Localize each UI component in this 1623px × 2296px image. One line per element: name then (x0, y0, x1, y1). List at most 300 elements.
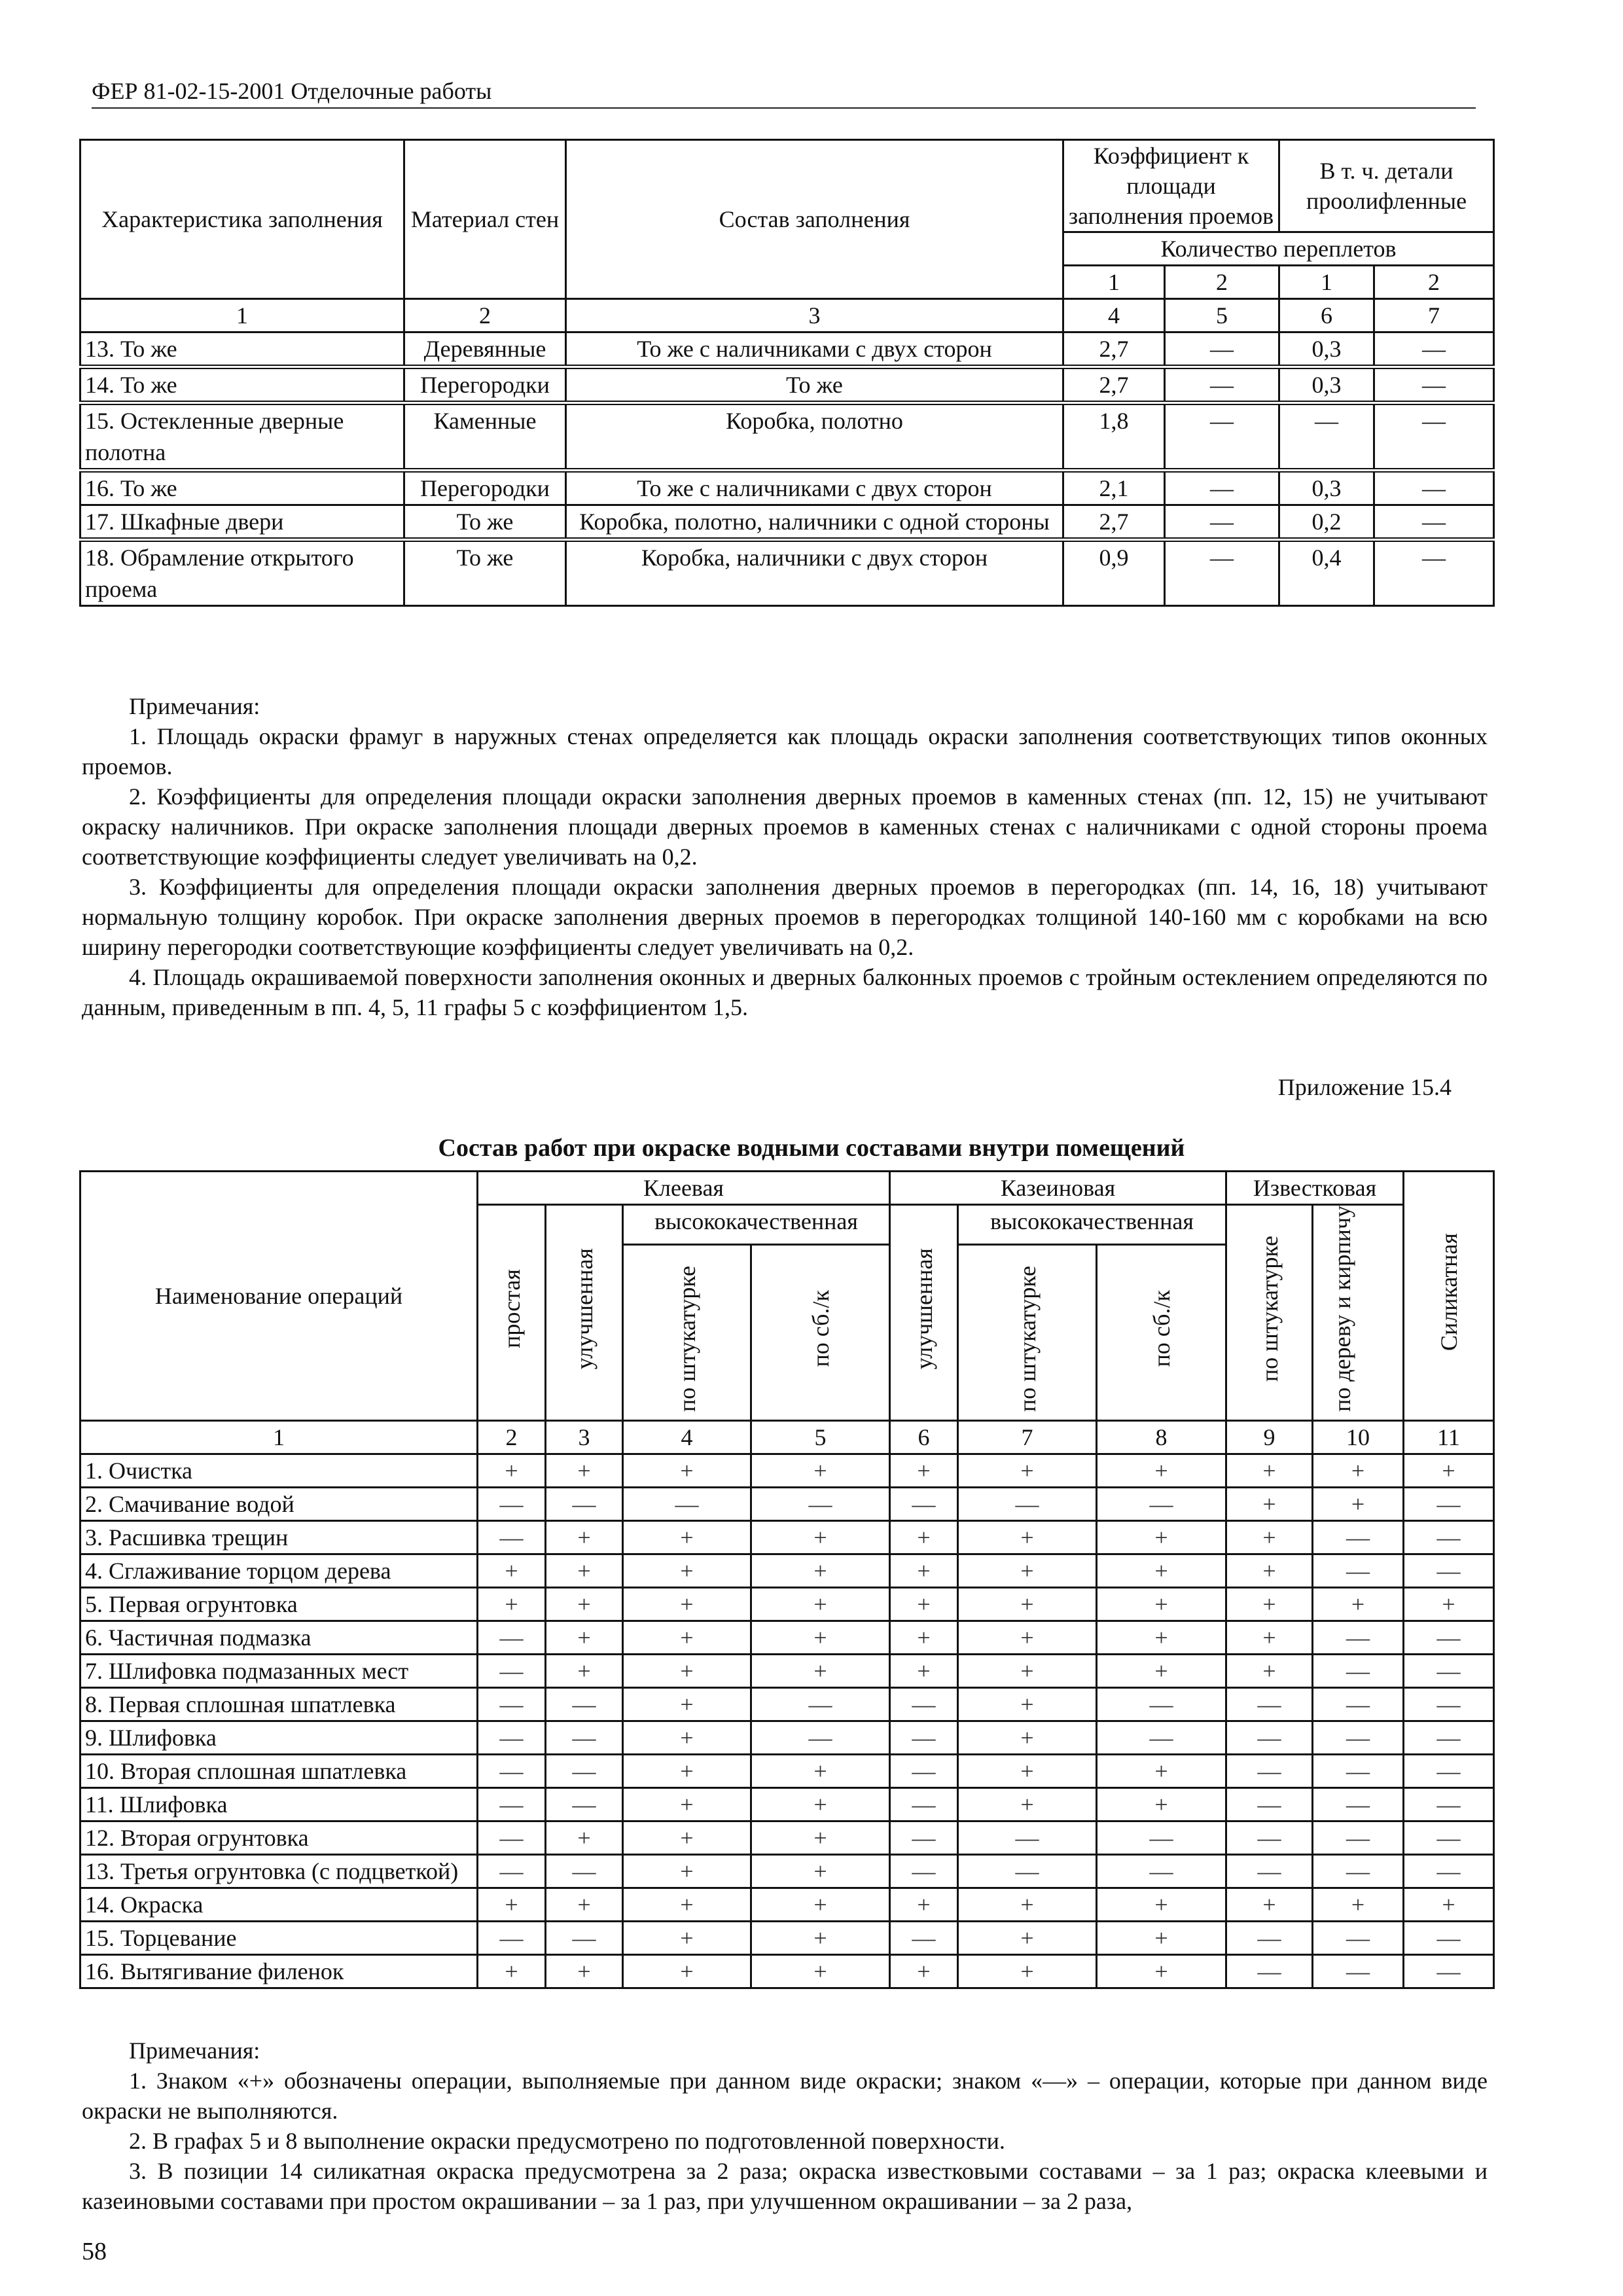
header-simple (478, 1205, 546, 1421)
cell-value: — (1374, 367, 1494, 403)
cell-composition: Коробка, наличники с двух сторон (566, 540, 1063, 606)
cell-mark: + (1097, 1654, 1226, 1687)
cell-mark: — (1404, 1954, 1494, 1988)
cell-value: — (1165, 471, 1279, 505)
header-frames-1: 1 (1279, 266, 1374, 299)
cell-value: — (1165, 367, 1279, 403)
notes-block (82, 691, 1488, 1022)
cell-mark: — (478, 1687, 546, 1721)
cell-mark: + (478, 1454, 546, 1487)
table-row (80, 1520, 1494, 1554)
cell-mark: — (546, 1921, 623, 1954)
note-item: 2. В графах 5 и 8 выполнение окраски предусмотрено по подготовленной поверхности. (129, 2128, 1005, 2154)
cell-mark: — (890, 1754, 958, 1787)
cell-mark: — (1097, 1821, 1226, 1854)
cell-mark: — (1226, 1687, 1313, 1721)
cell-mark: — (1404, 1821, 1494, 1854)
table-row (80, 1654, 1494, 1687)
cell-mark: — (478, 1654, 546, 1687)
column-number: 11 (1404, 1420, 1494, 1454)
note-item: 3. Коэффициенты для определения площади окраски заполнения дверных проемов в перегородках (пп. 14, 16, 18) учитывают нормальную толщину коробок. При окраске заполнения дверных проемов в перегородках толщиной 140-160 мм с коробками на всю ширину перегородки соответствующие коэффициенты следует увеличивать на 0,2. (82, 874, 1488, 960)
header-dry-label: по сб./к (1148, 1290, 1175, 1367)
cell-composition: То же с наличниками с двух сторон (566, 332, 1063, 367)
cell-value: — (1374, 332, 1494, 367)
table-row (80, 1621, 1494, 1654)
cell-mark: — (546, 1787, 623, 1821)
cell-operation-name: 10. Вторая сплошная шпатлевка (80, 1754, 478, 1787)
cell-mark: — (890, 1821, 958, 1854)
cell-mark: + (546, 1587, 623, 1621)
cell-mark: — (1097, 1687, 1226, 1721)
cell-value: — (1165, 505, 1279, 540)
cell-material: Перегородки (404, 471, 566, 505)
header-silicate-label: Силикатная (1435, 1232, 1462, 1351)
cell-mark: + (890, 1520, 958, 1554)
cell-value: — (1374, 403, 1494, 471)
cell-mark: + (1313, 1487, 1404, 1520)
cell-mark: + (751, 1621, 890, 1654)
cell-value: 2,7 (1063, 367, 1165, 403)
cell-mark: + (623, 1621, 751, 1654)
cell-mark: + (546, 1520, 623, 1554)
cell-mark: + (1226, 1587, 1313, 1621)
cell-mark: — (478, 1520, 546, 1554)
cell-mark: — (1404, 1754, 1494, 1787)
table-row (80, 1954, 1494, 1988)
cell-mark: + (546, 1821, 623, 1854)
cell-value: 1,8 (1063, 403, 1165, 471)
cell-value: — (1279, 403, 1374, 471)
header-frames-2: 2 (1165, 266, 1279, 299)
cell-mark: — (1404, 1520, 1494, 1554)
column-number: 5 (1165, 299, 1279, 332)
cell-mark: — (1404, 1721, 1494, 1754)
header-casein: Казеиновая (890, 1172, 1226, 1205)
cell-value: — (1374, 540, 1494, 606)
cell-mark: + (751, 1888, 890, 1921)
header-wall-material: Материал стен (404, 140, 566, 299)
header-silicate (1404, 1172, 1494, 1421)
cell-mark: — (890, 1787, 958, 1821)
cell-mark: — (1404, 1687, 1494, 1721)
column-number: 7 (958, 1420, 1097, 1454)
cell-mark: — (1097, 1854, 1226, 1888)
column-number: 1 (80, 1420, 478, 1454)
cell-operation-name: 9. Шлифовка (80, 1721, 478, 1754)
column-number: 4 (1063, 299, 1165, 332)
cell-mark: — (1313, 1954, 1404, 1988)
table-row (80, 505, 1494, 540)
cell-operation-name: 11. Шлифовка (80, 1787, 478, 1821)
cell-mark: + (623, 1454, 751, 1487)
cell-operation-name: 7. Шлифовка подмазанных мест (80, 1654, 478, 1687)
cell-mark: — (958, 1821, 1097, 1854)
filling-coefficients-table (79, 139, 1495, 607)
cell-material: То же (404, 540, 566, 606)
cell-operation-name: 16. Вытягивание филенок (80, 1954, 478, 1988)
cell-value: 0,9 (1063, 540, 1165, 606)
note-item: 1. Знаком «+» обозначены операции, выполняемые при данном виде окраски; знаком «—» – операции, которые при данном виде окраски не выполняются. (82, 2068, 1488, 2124)
header-frames-count: Количество переплетов (1063, 232, 1494, 266)
column-number: 5 (751, 1420, 890, 1454)
cell-mark: + (623, 1687, 751, 1721)
cell-mark: — (1226, 1921, 1313, 1954)
cell-characteristic: 14. То же (80, 367, 404, 403)
cell-mark: — (1404, 1787, 1494, 1821)
cell-value: 0,2 (1279, 505, 1374, 540)
cell-mark: — (751, 1687, 890, 1721)
column-number: 3 (566, 299, 1063, 332)
cell-operation-name: 6. Частичная подмазка (80, 1621, 478, 1654)
column-number: 6 (890, 1420, 958, 1454)
cell-value: — (1374, 471, 1494, 505)
cell-value: 0,3 (1279, 471, 1374, 505)
cell-mark: + (958, 1621, 1097, 1654)
cell-mark: + (1097, 1921, 1226, 1954)
cell-characteristic: 16. То же (80, 471, 404, 505)
cell-mark: + (623, 1854, 751, 1888)
table-row (80, 1487, 1494, 1520)
cell-value: 0,3 (1279, 332, 1374, 367)
cell-mark: — (1404, 1921, 1494, 1954)
cell-mark: — (1313, 1687, 1404, 1721)
cell-mark: — (890, 1721, 958, 1754)
cell-mark: + (546, 1454, 623, 1487)
cell-mark: — (1313, 1821, 1404, 1854)
cell-mark: + (890, 1954, 958, 1988)
appendix-label: Приложение 15.4 (1277, 1074, 1452, 1100)
operations-body (80, 1454, 1494, 1988)
column-number: 6 (1279, 299, 1374, 332)
cell-mark: + (751, 1954, 890, 1988)
cell-mark: + (958, 1921, 1097, 1954)
column-number-row (80, 1420, 1494, 1454)
notes-title: Примечания: (129, 2037, 260, 2064)
cell-mark: + (623, 1554, 751, 1587)
cell-operation-name: 2. Смачивание водой (80, 1487, 478, 1520)
column-number: 2 (478, 1420, 546, 1454)
cell-mark: + (751, 1587, 890, 1621)
cell-mark: — (1226, 1954, 1313, 1988)
cell-mark: — (1226, 1821, 1313, 1854)
table-row (80, 1821, 1494, 1854)
header-dry-label: по сб./к (807, 1290, 834, 1367)
cell-mark: + (751, 1520, 890, 1554)
cell-mark: + (1097, 1587, 1226, 1621)
header-plaster (623, 1244, 751, 1420)
cell-mark: + (478, 1587, 546, 1621)
header-operations: Наименование операций (80, 1172, 478, 1421)
cell-mark: — (1313, 1654, 1404, 1687)
header-simple-label: простая (498, 1269, 525, 1348)
cell-mark: + (1226, 1454, 1313, 1487)
header-frames-1: 1 (1063, 266, 1165, 299)
cell-characteristic: 18. Обрамление открытого проема (80, 540, 404, 606)
table-row (80, 1787, 1494, 1821)
header-wood-brick (1313, 1205, 1404, 1421)
cell-mark: — (1097, 1487, 1226, 1520)
cell-mark: + (1097, 1621, 1226, 1654)
cell-operation-name: 13. Третья огрунтовка (с подцветкой) (80, 1854, 478, 1888)
cell-mark: + (1097, 1888, 1226, 1921)
table-title: Состав работ при окраске водными составами внутри помещений (438, 1134, 1185, 1162)
cell-mark: — (546, 1687, 623, 1721)
header-dry (1097, 1244, 1226, 1420)
cell-mark: — (751, 1487, 890, 1520)
notes-block (82, 2036, 1488, 2216)
cell-value: 0,4 (1279, 540, 1374, 606)
cell-mark: — (478, 1854, 546, 1888)
cell-mark: + (958, 1754, 1097, 1787)
cell-mark: + (751, 1787, 890, 1821)
cell-mark: + (958, 1687, 1097, 1721)
cell-value: 0,3 (1279, 367, 1374, 403)
cell-mark: — (1404, 1621, 1494, 1654)
table-row (80, 1687, 1494, 1721)
cell-mark: + (623, 1888, 751, 1921)
cell-mark: + (546, 1654, 623, 1687)
header-oiled-parts: В т. ч. детали проолифленные (1279, 140, 1494, 232)
cell-mark: + (623, 1754, 751, 1787)
column-number: 4 (623, 1420, 751, 1454)
cell-mark: + (751, 1921, 890, 1954)
cell-mark: + (1226, 1487, 1313, 1520)
cell-mark: + (890, 1888, 958, 1921)
cell-operation-name: 1. Очистка (80, 1454, 478, 1487)
cell-mark: + (751, 1754, 890, 1787)
cell-mark: + (478, 1954, 546, 1988)
cell-mark: — (478, 1787, 546, 1821)
cell-mark: — (478, 1921, 546, 1954)
cell-mark: + (958, 1654, 1097, 1687)
cell-mark: + (623, 1954, 751, 1988)
cell-mark: — (1226, 1721, 1313, 1754)
cell-mark: — (1097, 1721, 1226, 1754)
cell-mark: — (1404, 1854, 1494, 1888)
cell-composition: То же с наличниками с двух сторон (566, 471, 1063, 505)
cell-mark: + (1097, 1754, 1226, 1787)
cell-mark: + (890, 1654, 958, 1687)
cell-mark: — (1313, 1520, 1404, 1554)
table-row (80, 1554, 1494, 1587)
cell-mark: + (1097, 1520, 1226, 1554)
cell-mark: — (478, 1721, 546, 1754)
cell-composition: Коробка, полотно, наличники с одной стороны (566, 505, 1063, 540)
running-header: ФЕР 81-02-15-2001 Отделочные работы (92, 77, 1476, 109)
cell-operation-name: 15. Торцевание (80, 1921, 478, 1954)
table-header-row (80, 1172, 1494, 1205)
cell-composition: Коробка, полотно (566, 403, 1063, 471)
cell-material: Каменные (404, 403, 566, 471)
cell-mark: + (958, 1554, 1097, 1587)
table-row (80, 1754, 1494, 1787)
header-plaster (958, 1244, 1097, 1420)
cell-mark: — (890, 1921, 958, 1954)
table-header-row (80, 140, 1494, 232)
cell-mark: + (1226, 1554, 1313, 1587)
cell-mark: — (890, 1487, 958, 1520)
cell-mark: — (1313, 1854, 1404, 1888)
cell-value: — (1165, 332, 1279, 367)
cell-mark: — (1226, 1754, 1313, 1787)
cell-mark: + (751, 1654, 890, 1687)
table-row (80, 1587, 1494, 1621)
cell-mark: + (623, 1921, 751, 1954)
note-item: 2. Коэффициенты для определения площади окраски заполнения дверных проемов в каменных стенах (пп. 12, 15) не учитывают окраску наличников. При окраске заполнения площади дверных проемов в каменных стенах с наличниками с одной стороны проема соответствующие коэффициенты следует увеличивать на 0,2. (82, 783, 1488, 870)
cell-mark: — (1404, 1487, 1494, 1520)
column-number-row (80, 299, 1494, 332)
cell-mark: + (478, 1554, 546, 1587)
table-row (80, 403, 1494, 471)
header-high-quality: высококачественная (623, 1205, 890, 1245)
cell-mark: — (478, 1621, 546, 1654)
cell-value: 2,7 (1063, 332, 1165, 367)
cell-characteristic: 17. Шкафные двери (80, 505, 404, 540)
cell-mark: — (890, 1687, 958, 1721)
cell-mark: + (890, 1554, 958, 1587)
cell-mark: + (890, 1454, 958, 1487)
cell-mark: + (1226, 1520, 1313, 1554)
cell-mark: + (1313, 1454, 1404, 1487)
cell-mark: — (1313, 1787, 1404, 1821)
cell-mark: + (1313, 1888, 1404, 1921)
table-row (80, 471, 1494, 505)
cell-operation-name: 8. Первая сплошная шпатлевка (80, 1687, 478, 1721)
cell-mark: — (478, 1821, 546, 1854)
cell-mark: — (1313, 1921, 1404, 1954)
cell-mark: + (478, 1888, 546, 1921)
cell-mark: — (958, 1854, 1097, 1888)
table-row (80, 1454, 1494, 1487)
cell-material: Перегородки (404, 367, 566, 403)
header-coefficient: Коэффициент к площади заполнения проемов (1063, 140, 1279, 232)
column-number: 8 (1097, 1420, 1226, 1454)
table-row (80, 1921, 1494, 1954)
cell-mark: + (1097, 1787, 1226, 1821)
header-improved (546, 1205, 623, 1421)
header-improved (890, 1205, 958, 1421)
cell-mark: — (546, 1754, 623, 1787)
cell-value: 2,7 (1063, 505, 1165, 540)
header-improved-label: улучшенная (910, 1247, 937, 1370)
cell-value: — (1165, 540, 1279, 606)
cell-mark: + (958, 1954, 1097, 1988)
cell-operation-name: 3. Расшивка трещин (80, 1520, 478, 1554)
column-number: 3 (546, 1420, 623, 1454)
cell-value: 2,1 (1063, 471, 1165, 505)
cell-mark: + (958, 1454, 1097, 1487)
column-number: 7 (1374, 299, 1494, 332)
header-plaster (1226, 1205, 1313, 1421)
header-plaster-label: по штукатурке (1014, 1265, 1041, 1412)
cell-mark: — (751, 1721, 890, 1754)
cell-mark: + (958, 1520, 1097, 1554)
header-characteristic: Характеристика заполнения (80, 140, 404, 299)
cell-value: — (1374, 505, 1494, 540)
cell-mark: + (1097, 1954, 1226, 1988)
cell-mark: + (890, 1587, 958, 1621)
cell-mark: — (478, 1487, 546, 1520)
cell-mark: + (751, 1854, 890, 1888)
cell-mark: + (1226, 1621, 1313, 1654)
column-number: 2 (404, 299, 566, 332)
cell-mark: + (623, 1821, 751, 1854)
cell-mark: + (1097, 1454, 1226, 1487)
cell-mark: — (890, 1854, 958, 1888)
cell-composition: То же (566, 367, 1063, 403)
cell-mark: — (1313, 1621, 1404, 1654)
header-frames-2: 2 (1374, 266, 1494, 299)
cell-mark: + (623, 1721, 751, 1754)
cell-mark: + (546, 1954, 623, 1988)
cell-operation-name: 14. Окраска (80, 1888, 478, 1921)
cell-material: Деревянные (404, 332, 566, 367)
cell-mark: — (1404, 1654, 1494, 1687)
cell-mark: + (1226, 1654, 1313, 1687)
cell-mark: — (1226, 1787, 1313, 1821)
column-number: 1 (80, 299, 404, 332)
cell-operation-name: 12. Вторая огрунтовка (80, 1821, 478, 1854)
cell-mark: + (958, 1787, 1097, 1821)
cell-mark: + (1313, 1587, 1404, 1621)
cell-mark: + (958, 1888, 1097, 1921)
header-glue: Клеевая (478, 1172, 890, 1205)
note-item: 3. В позиции 14 силикатная окраска предусмотрена за 2 раза; окраска известковыми составами – за 1 раз; окраска клеевыми и казеиновыми составами при простом окрашивании – за 1 раз, при улучшенном окрашивании – за 2 раза, (82, 2158, 1488, 2214)
cell-mark: — (623, 1487, 751, 1520)
cell-characteristic: 13. То же (80, 332, 404, 367)
cell-mark: + (623, 1520, 751, 1554)
cell-characteristic: 15. Остекленные дверные полотна (80, 403, 404, 471)
header-improved-label: улучшенная (571, 1247, 597, 1370)
cell-material: То же (404, 505, 566, 540)
table-row (80, 1721, 1494, 1754)
cell-mark: + (1097, 1554, 1226, 1587)
table-row (80, 332, 1494, 367)
cell-mark: — (958, 1487, 1097, 1520)
cell-operation-name: 5. Первая огрунтовка (80, 1587, 478, 1621)
cell-mark: + (1404, 1454, 1494, 1487)
cell-mark: — (1404, 1554, 1494, 1587)
cell-mark: + (546, 1888, 623, 1921)
cell-mark: + (546, 1621, 623, 1654)
cell-mark: — (1313, 1554, 1404, 1587)
header-plaster-label: по штукатурке (673, 1265, 700, 1412)
header-lime: Известковая (1226, 1172, 1404, 1205)
header-high-quality: высококачественная (958, 1205, 1226, 1245)
cell-value: — (1165, 403, 1279, 471)
notes-title: Примечания: (129, 693, 260, 719)
cell-mark: — (1313, 1754, 1404, 1787)
page-number: 58 (82, 2238, 107, 2265)
cell-mark: + (890, 1621, 958, 1654)
note-item: 4. Площадь окрашиваемой поверхности заполнения оконных и дверных балконных проемов с тройным остеклением определяются по данным, приведенным в пп. 4, 5, 11 графы 5 с коэффициентом 1,5. (82, 964, 1488, 1020)
cell-mark: + (751, 1554, 890, 1587)
cell-mark: + (546, 1554, 623, 1587)
table-row (80, 1888, 1494, 1921)
header-plaster-label: по штукатурке (1256, 1235, 1283, 1382)
cell-mark: — (546, 1487, 623, 1520)
cell-mark: + (958, 1721, 1097, 1754)
cell-mark: + (1404, 1888, 1494, 1921)
cell-mark: + (1226, 1888, 1313, 1921)
table-row (80, 1854, 1494, 1888)
cell-mark: — (546, 1721, 623, 1754)
header-dry (751, 1244, 890, 1420)
note-item: 1. Площадь окраски фрамуг в наружных стенах определяется как площадь окраски заполнения соответствующих типов оконных проемов. (82, 723, 1488, 780)
cell-mark: + (751, 1454, 890, 1487)
header-composition: Состав заполнения (566, 140, 1063, 299)
cell-mark: + (623, 1587, 751, 1621)
